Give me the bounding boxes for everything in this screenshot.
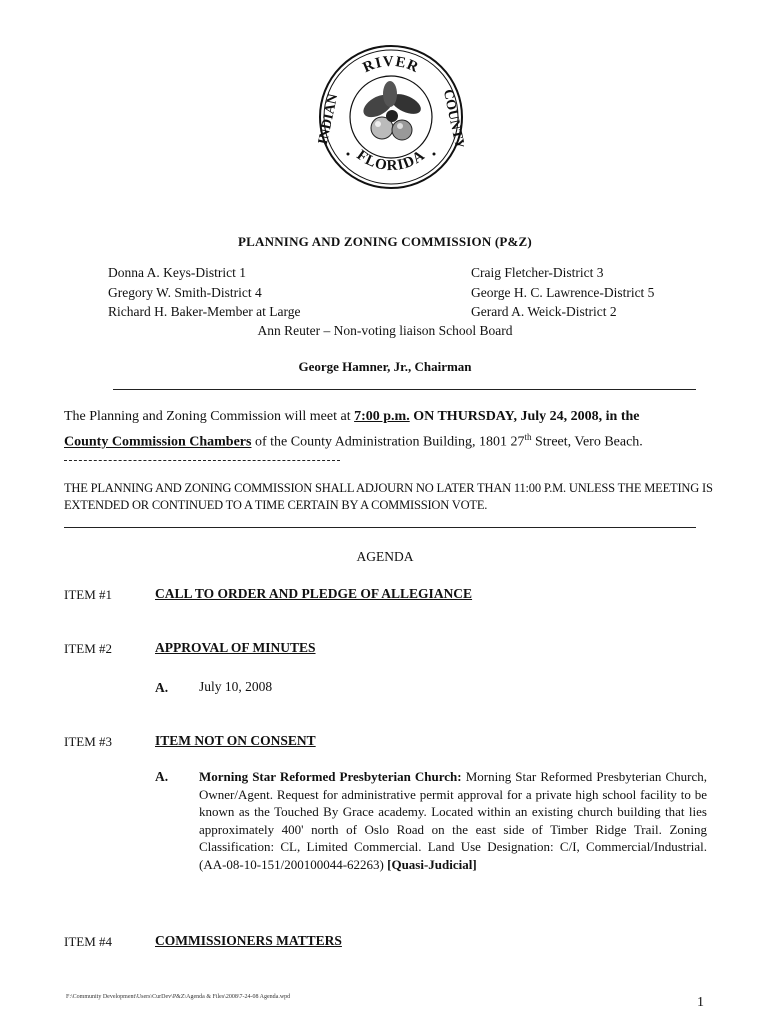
item-3-sub-title: Morning Star Reformed Presbyterian Church: — [199, 769, 462, 784]
commission-title: PLANNING AND ZONING COMMISSION (P&Z) — [238, 234, 532, 249]
item-3-sub-tag: [Quasi-Judicial] — [387, 856, 477, 872]
county-seal — [318, 44, 464, 190]
member-right-3: Gerard A. Weick-District 2 — [471, 304, 617, 319]
member-left-1: Donna A. Keys-District 1 — [108, 265, 246, 280]
item-2-sub-letter: A. — [155, 680, 169, 695]
meeting-location: County Commission Chambers — [64, 434, 252, 450]
citrus-emblem — [360, 81, 424, 140]
item-3-label: ITEM #3 — [64, 734, 113, 749]
meeting-intro: The Planning and Zoning Commission will meet at — [64, 409, 355, 424]
item-3-description — [199, 768, 707, 874]
member-right-2: George H. C. Lawrence-District 5 — [471, 285, 655, 300]
item-3-sub-letter: A. — [155, 769, 169, 784]
page-number: 1 — [697, 995, 704, 1010]
member-left-3: Richard H. Baker-Member at Large — [108, 304, 301, 319]
seal-top-text: RIVER — [360, 53, 422, 77]
fruit-leaf-emblem-icon — [318, 44, 464, 190]
divider — [113, 389, 696, 390]
seal-left-text: INDIAN — [318, 92, 342, 146]
chairman-line: George Hamner, Jr., Chairman — [298, 359, 472, 374]
member-right-1: Craig Fletcher-District 3 — [471, 265, 604, 280]
item-3-sub-body: Morning Star Reformed Presbyterian Church, Owner/Agent. Request for administrative permit approval for a private high school facility to be known as the Touched By Grace academy. Located within an existing church building that lies approximately 400' north of Oslo Road on the east side of Timber Ridge Trail. Zoning Classification: CL, Limited Commercial. Land Use Designation: C/I, Commercial/Industrial. (AA-08-10-151/200100044-62263) — [199, 769, 707, 872]
item-1-label: ITEM #1 — [64, 587, 113, 602]
svg-text:RIVER — [361, 54, 422, 76]
item-1-heading: CALL TO ORDER AND PLEDGE OF ALLEGIANCE — [155, 586, 473, 601]
meeting-date: ON THURSDAY, July 24, 2008, in the — [409, 409, 640, 424]
agenda-heading: AGENDA — [356, 549, 414, 564]
item-2-heading: APPROVAL OF MINUTES — [155, 640, 316, 655]
divider — [64, 460, 340, 461]
item-4-label: ITEM #4 — [64, 934, 113, 949]
svg-text:FLORIDA — [354, 147, 429, 174]
meeting-notice — [64, 406, 714, 453]
adjourn-notice: THE PLANNING AND ZONING COMMISSION SHALL ADJOURN NO LATER THAN 11:00 P.M. UNLESS THE MEETING IS EXTENDED OR CONTINUED TO A TIME CERTAIN BY A COMMISSION VOTE. — [64, 481, 713, 512]
meeting-address-sup: th — [524, 432, 532, 442]
seal-right-text: COUNTY — [439, 88, 464, 151]
footer-file-path: F:\Community Development\Users\CurDev\P&Z\Agenda & Files\2008\7-24-08 Agenda.wpd — [66, 994, 291, 1000]
meeting-address-end: Street, Vero Beach. — [531, 434, 643, 450]
meeting-address: of the County Administration Building, 1801 27 — [251, 434, 525, 450]
liaison-line: Ann Reuter – Non-voting liaison School Board — [257, 323, 513, 338]
divider — [64, 527, 696, 528]
item-3-heading: ITEM NOT ON CONSENT — [155, 733, 316, 748]
meeting-time: 7:00 p.m. — [354, 409, 410, 424]
item-2-sub-text: July 10, 2008 — [199, 679, 273, 694]
item-4-heading: COMMISSIONERS MATTERS — [155, 933, 342, 948]
item-2-label: ITEM #2 — [64, 641, 113, 656]
seal-bottom-text: FLORIDA — [353, 147, 429, 175]
member-left-2: Gregory W. Smith-District 4 — [108, 285, 262, 300]
